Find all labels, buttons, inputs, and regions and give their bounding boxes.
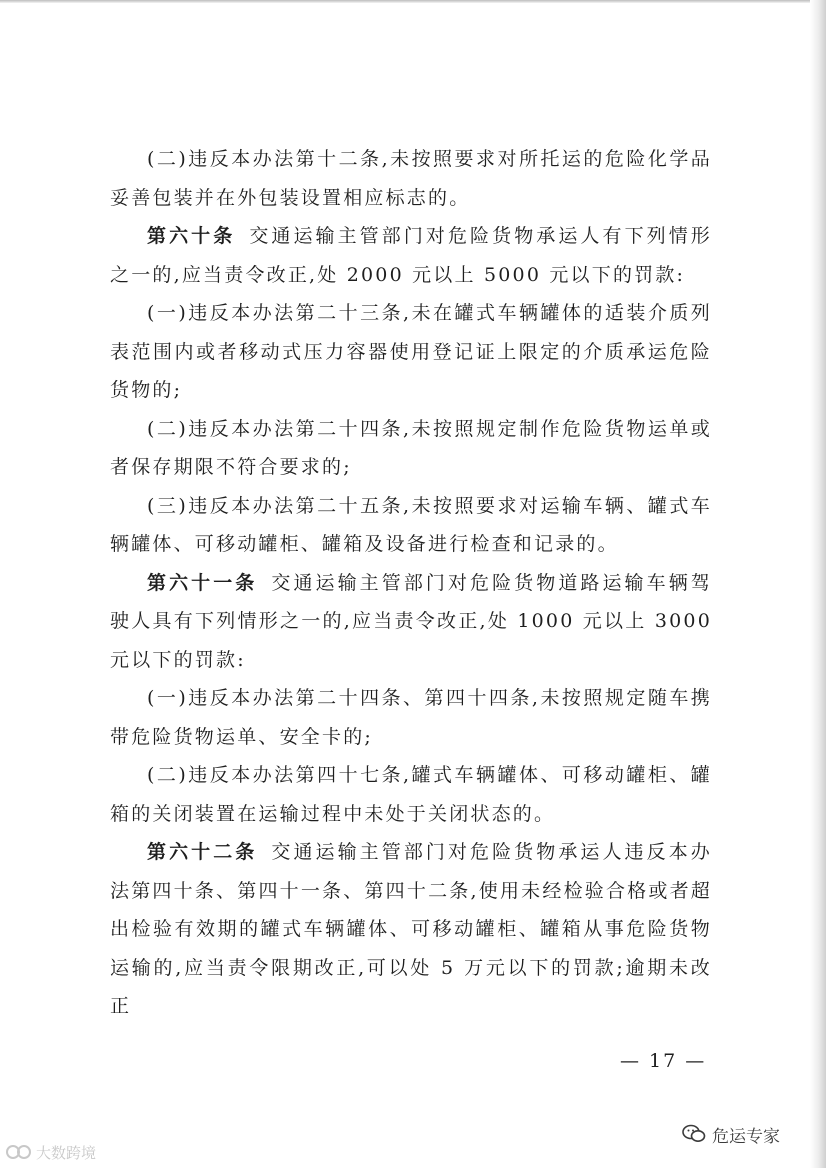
page-number: — 17 — bbox=[620, 1050, 707, 1072]
source-logo-icon bbox=[6, 1143, 32, 1161]
article-title: 第六十一条 bbox=[147, 571, 258, 594]
paragraph-item-2 bbox=[110, 756, 712, 833]
paragraph-text: (二)违反本办法第十二条,未按照要求对所托运的危险化学品妥善包装并在外包装设置相应标志的。 bbox=[110, 148, 712, 209]
paragraph-item-3 bbox=[110, 487, 712, 564]
paragraph-item-2 bbox=[110, 410, 712, 487]
paragraph-text: 交通运输主管部门对危险货物承运人违反本办法第四十条、第四十一条、第四十二条,使用未经检验合格或者超出检验有效期的罐式车辆罐体、可移动罐柜、罐箱从事危险货物运输的,应当责令限期改正,可以处 5 万元以下的罚款;逾期未改正 bbox=[110, 841, 712, 1017]
paragraph-text: (一)违反本办法第二十三条,未在罐式车辆罐体的适装介质列表范围内或者移动式压力容器使用登记证上限定的介质承运危险货物的; bbox=[110, 302, 712, 401]
paragraph-text: (一)违反本办法第二十四条、第四十四条,未按照规定随车携带危险货物运单、安全卡的; bbox=[110, 687, 712, 748]
paragraph-text: 交通运输主管部门对危险货物道路运输车辆驾驶人具有下列情形之一的,应当责令改正,处 1000 元以上 3000 元以下的罚款: bbox=[110, 571, 712, 671]
source-watermark-text: 大数跨境 bbox=[36, 1143, 97, 1162]
paragraph-item-2 bbox=[110, 140, 712, 217]
paragraph-text: 交通运输主管部门对危险货物承运人有下列情形之一的,应当责令改正,处 2000 元以上 5000 元以下的罚款: bbox=[110, 225, 713, 286]
paragraph-item-1 bbox=[110, 294, 712, 410]
document-body bbox=[110, 140, 712, 1026]
article-title: 第六十条 bbox=[147, 225, 236, 247]
article-60 bbox=[110, 217, 712, 294]
account-watermark-text: 危运专家 bbox=[712, 1126, 780, 1147]
article-61 bbox=[110, 564, 712, 680]
paragraph-text: (三)违反本办法第二十五条,未按照要求对运输车辆、罐式车辆罐体、可移动罐柜、罐箱及设备进行检查和记录的。 bbox=[110, 494, 712, 555]
article-62 bbox=[110, 833, 712, 1026]
article-title: 第六十二条 bbox=[147, 841, 258, 863]
source-watermark bbox=[6, 1140, 96, 1164]
scan-edge-top bbox=[0, 0, 826, 3]
paragraph-text: (二)违反本办法第二十四条,未按照规定制作危险货物运单或者保存期限不符合要求的; bbox=[110, 417, 712, 478]
paragraph-item-1 bbox=[110, 679, 712, 756]
paragraph-text: (二)违反本办法第四十七条,罐式车辆罐体、可移动罐柜、罐箱的关闭装置在运输过程中未处于关闭状态的。 bbox=[110, 764, 712, 825]
scan-edge-right bbox=[810, 0, 826, 1168]
wechat-icon bbox=[682, 1124, 706, 1144]
account-watermark bbox=[682, 1120, 780, 1148]
